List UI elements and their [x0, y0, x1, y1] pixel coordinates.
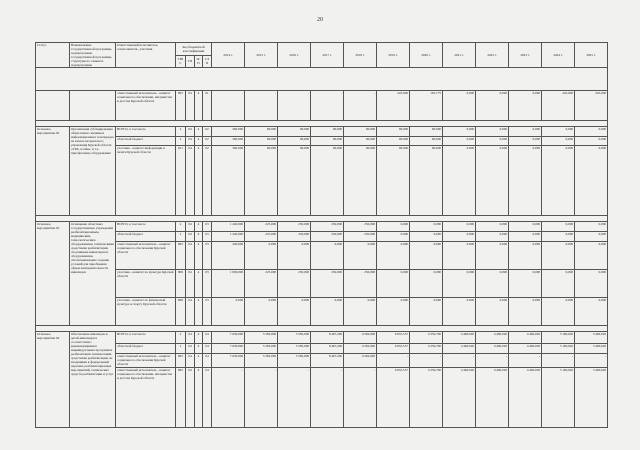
executor-cell: областной бюджет: [116, 344, 176, 354]
value-cell: 0,000: [542, 298, 575, 326]
value-cell: 4 350,700: [410, 332, 443, 344]
table-row: [36, 91, 608, 121]
code-cell: 04: [186, 222, 195, 232]
table-row: [36, 127, 608, 137]
name-cell: Организация субсидирования общественно значимых информационных телепередач на канале ветеранского управления Курской области «ТРК «Сейм», и т.ч. приобретение оборудования: [70, 127, 116, 216]
code-cell: 03: [203, 222, 212, 232]
executor-cell: ВСЕГО, в том числе: [116, 127, 176, 137]
header-year: 2016 г.: [278, 43, 311, 68]
header-year: 2022 г.: [476, 43, 509, 68]
header-status: Статус: [36, 43, 70, 68]
header-code: ГП: [186, 55, 195, 68]
value-cell: 0,000: [476, 298, 509, 326]
code-cell: 809: [176, 298, 186, 326]
value-cell: 7 630,000: [212, 332, 245, 344]
value-cell: 5 460,026: [575, 344, 608, 354]
value-cell: 5 160,026: [542, 368, 575, 428]
value-cell: 90,000: [344, 146, 377, 216]
value-cell: 0,000: [443, 270, 476, 298]
value-cell: 0,000: [278, 242, 311, 270]
table-row: [36, 344, 608, 354]
executor-cell: ответственный исполнитель - комитет социального обеспечения, материнства и детства Курской области: [116, 91, 176, 121]
table-row: [36, 270, 608, 298]
value-cell: -: [278, 91, 311, 121]
value-cell: 4 582,000: [344, 354, 377, 368]
header-name: Наименование государственной программы, подпрограммы государственной программы, структурного элемента подпрограммы: [70, 43, 116, 68]
value-cell: 5 582,000: [278, 354, 311, 368]
code-cell: 04: [186, 298, 195, 326]
value-cell: 4 460,026: [443, 344, 476, 354]
value-cell: 0,000: [443, 146, 476, 216]
code-cell: 03: [203, 242, 212, 270]
code-cell: 04: [186, 242, 195, 270]
value-cell: 4 460,026: [476, 368, 509, 428]
code-cell: 4: [195, 127, 203, 137]
value-cell: 0,000: [476, 146, 509, 216]
value-cell: 5 160,026: [542, 344, 575, 354]
value-cell: 4 460,026: [443, 368, 476, 428]
table-row: [36, 368, 608, 428]
value-cell: 0,000: [410, 222, 443, 232]
code-cell: 04: [186, 232, 195, 242]
value-cell: 0,000: [443, 91, 476, 121]
value-cell: 0,000: [245, 298, 278, 326]
executor-cell: областной бюджет: [116, 232, 176, 242]
value-cell: -: [311, 91, 344, 121]
value-cell: 240,000: [212, 242, 245, 270]
value-cell: 1 000,000: [212, 270, 245, 298]
header-year: 2023 г.: [509, 43, 542, 68]
table-row: [36, 332, 608, 344]
value-cell: 0,000: [575, 270, 608, 298]
value-cell: 0,000: [575, 222, 608, 232]
value-cell: 90,000: [410, 137, 443, 146]
status-cell: [36, 91, 70, 121]
value-cell: 8 467,200: [311, 344, 344, 354]
value-cell: 4 460,026: [509, 368, 542, 428]
value-cell: 360,000: [212, 137, 245, 146]
table-row: [36, 242, 608, 270]
value-cell: 250,000: [278, 232, 311, 242]
value-cell: 5 160,026: [542, 332, 575, 344]
code-cell: 806: [176, 270, 186, 298]
value-cell: -: [245, 91, 278, 121]
header-code: ГРБС: [176, 55, 186, 68]
header-year: 2015 г.: [245, 43, 278, 68]
value-cell: 250,000: [344, 270, 377, 298]
value-cell: -: [575, 354, 608, 368]
executor-cell: участник - комитет по физической культуре и спорту Курской области: [116, 298, 176, 326]
value-cell: 90,000: [410, 127, 443, 137]
code-cell: 04: [186, 344, 195, 354]
financing-table: [35, 42, 608, 428]
value-cell: 90,000: [344, 127, 377, 137]
value-cell: 250,000: [311, 232, 344, 242]
value-cell: 0,000: [542, 222, 575, 232]
value-cell: 4 460,026: [476, 332, 509, 344]
value-cell: 0,000: [476, 137, 509, 146]
code-cell: 4: [195, 298, 203, 326]
value-cell: 90,000: [377, 146, 410, 216]
header-year: 2018 г.: [344, 43, 377, 68]
value-cell: 0,000: [509, 270, 542, 298]
code-cell: 04: [186, 270, 195, 298]
value-cell: 360,000: [212, 127, 245, 137]
code-cell: 4: [195, 91, 203, 121]
value-cell: 90,000: [278, 146, 311, 216]
value-cell: 90,000: [278, 127, 311, 137]
code-cell: 04: [186, 137, 195, 146]
value-cell: 90,000: [311, 127, 344, 137]
value-cell: 0,000: [575, 232, 608, 242]
value-cell: 0,000: [410, 232, 443, 242]
code-cell: 04: [203, 332, 212, 344]
value-cell: 0,000: [542, 242, 575, 270]
value-cell: 245,000: [575, 91, 608, 121]
value-cell: 0,000: [542, 232, 575, 242]
value-cell: -: [410, 354, 443, 368]
value-cell: 5 582,000: [278, 332, 311, 344]
value-cell: 0,000: [476, 270, 509, 298]
value-cell: 0,000: [575, 298, 608, 326]
value-cell: 0,000: [509, 91, 542, 121]
executor-cell: ВСЕГО, в том числе: [116, 332, 176, 344]
executor-cell: ответственный исполнитель - комитет социального обеспечения, материнства и детства Курской области: [116, 368, 176, 428]
value-cell: 225,000: [245, 232, 278, 242]
value-cell: 0,000: [410, 242, 443, 270]
value-cell: 4 582,000: [344, 332, 377, 344]
code-cell: 4: [195, 270, 203, 298]
code-cell: х: [176, 222, 186, 232]
header-year: 2020 г.: [410, 43, 443, 68]
value-cell: 0,000: [344, 298, 377, 326]
value-cell: 0,000: [542, 127, 575, 137]
code-cell: х: [176, 332, 186, 344]
value-cell: 8 467,200: [311, 354, 344, 368]
value-cell: 0,000: [509, 137, 542, 146]
value-cell: 90,000: [377, 137, 410, 146]
value-cell: 0,000: [509, 146, 542, 216]
code-cell: 4: [195, 137, 203, 146]
code-cell: 04: [203, 344, 212, 354]
value-cell: 4 582,000: [344, 344, 377, 354]
code-cell: 04: [186, 354, 195, 368]
executor-cell: участник - комитет по культуре Курской области: [116, 270, 176, 298]
header-year: 2017 г.: [311, 43, 344, 68]
value-cell: 0,000: [509, 222, 542, 232]
value-cell: 90,000: [377, 127, 410, 137]
executor-cell: ВСЕГО, в том числе: [116, 222, 176, 232]
value-cell: 165,775: [410, 91, 443, 121]
value-cell: 1 240,000: [212, 232, 245, 242]
value-cell: 5 582,000: [245, 332, 278, 344]
value-cell: 90,000: [245, 146, 278, 216]
code-cell: 04: [186, 127, 195, 137]
value-cell: -: [377, 354, 410, 368]
value-cell: 5 582,000: [245, 344, 278, 354]
header-year: 2021 г.: [443, 43, 476, 68]
header-executor: Ответственный исполнитель, соисполнитель, участник: [116, 43, 176, 68]
value-cell: 0,000: [575, 242, 608, 270]
value-cell: 0,000: [278, 298, 311, 326]
value-cell: 245,000: [542, 91, 575, 121]
header-code: пГП: [195, 55, 203, 68]
code-cell: 02: [203, 137, 212, 146]
header-budget-code: Код бюджетной классификации: [176, 43, 212, 56]
value-cell: 0,000: [542, 137, 575, 146]
value-cell: 0,000: [245, 242, 278, 270]
value-cell: 5 460,026: [575, 332, 608, 344]
value-cell: 4 460,026: [476, 344, 509, 354]
value-cell: 0,000: [377, 222, 410, 232]
value-cell: 5 460,026: [575, 368, 608, 428]
code-cell: 805: [176, 91, 186, 121]
value-cell: 0,000: [575, 127, 608, 137]
value-cell: -: [509, 354, 542, 368]
code-cell: 04: [186, 368, 195, 428]
value-cell: 0,000: [542, 270, 575, 298]
value-cell: -: [443, 354, 476, 368]
value-cell: 6 955,557: [377, 368, 410, 428]
value-cell: 5 582,000: [245, 354, 278, 368]
table-row: [36, 354, 608, 368]
name-cell: Оснащение областных государственных учреждений реабилитационным, медицинским, технологическим оборудованием, техническими средствами реабилитации, спортивным инвентарем и оборудованием, обеспечивающим создание условий для приобщения сферы жизнедеятельности инвалидов: [70, 222, 116, 326]
value-cell: 0,000: [344, 242, 377, 270]
value-cell: 0,000: [542, 146, 575, 216]
value-cell: -: [212, 368, 245, 428]
value-cell: 90,000: [344, 137, 377, 146]
value-cell: 250,000: [344, 232, 377, 242]
value-cell: 0,000: [509, 298, 542, 326]
name-cell: Обеспечение инвалидов и детей-инвалидов в соответствии с рекомендациями в индивидуальных программах реабилитации техническими средствами реабилитации, не входящими в федеральный перечень реабилитационных мероприятий, технических средств реабилитации и услуг: [70, 332, 116, 428]
code-cell: 01: [203, 91, 212, 121]
value-cell: 0,000: [443, 137, 476, 146]
value-cell: 0,000: [377, 298, 410, 326]
status-cell: Основное мероприятие 02: [36, 127, 70, 216]
table-body: [36, 68, 608, 428]
code-cell: 03: [203, 270, 212, 298]
value-cell: 0,000: [311, 242, 344, 270]
value-cell: 0,000: [476, 91, 509, 121]
code-cell: 805: [176, 354, 186, 368]
code-cell: 4: [195, 344, 203, 354]
code-cell: 4: [195, 146, 203, 216]
code-cell: 04: [186, 332, 195, 344]
value-cell: 0,000: [443, 242, 476, 270]
page-number: 20: [317, 17, 323, 23]
value-cell: 0,000: [443, 127, 476, 137]
code-cell: 02: [203, 127, 212, 137]
value-cell: 245,000: [377, 91, 410, 121]
code-cell: х: [176, 344, 186, 354]
value-cell: 6 955,557: [377, 344, 410, 354]
header-year: 2024 г.: [542, 43, 575, 68]
value-cell: 250,000: [278, 222, 311, 232]
value-cell: 4 460,026: [509, 344, 542, 354]
value-cell: 90,000: [278, 137, 311, 146]
executor-cell: ответственный исполнитель - комитет социального обеспечения Курской области: [116, 354, 176, 368]
value-cell: 7 630,000: [212, 354, 245, 368]
value-cell: 90,000: [311, 137, 344, 146]
header-code: СЭП: [203, 55, 212, 68]
value-cell: 8 467,200: [311, 332, 344, 344]
value-cell: 0,000: [311, 298, 344, 326]
table-row: [36, 137, 608, 146]
header-year: 2019 г.: [377, 43, 410, 68]
code-cell: 4: [195, 222, 203, 232]
value-cell: 0,000: [575, 137, 608, 146]
value-cell: 0,000: [575, 146, 608, 216]
value-cell: -: [212, 91, 245, 121]
value-cell: 0,000: [476, 127, 509, 137]
status-cell: Основное мероприятие 03: [36, 222, 70, 326]
value-cell: 360,000: [212, 146, 245, 216]
table-row: [36, 146, 608, 216]
value-cell: 0,000: [476, 242, 509, 270]
value-cell: 0,000: [377, 242, 410, 270]
value-cell: 0,000: [509, 127, 542, 137]
value-cell: 250,000: [344, 222, 377, 232]
code-cell: 811: [176, 146, 186, 216]
code-cell: х: [176, 127, 186, 137]
table-header: [36, 43, 608, 68]
value-cell: 5 582,000: [278, 344, 311, 354]
value-cell: -: [542, 354, 575, 368]
code-cell: 4: [195, 354, 203, 368]
value-cell: 250,000: [311, 270, 344, 298]
value-cell: 250,000: [311, 222, 344, 232]
value-cell: 0,000: [377, 270, 410, 298]
value-cell: 90,000: [245, 137, 278, 146]
value-cell: 0,000: [443, 232, 476, 242]
code-cell: 03: [203, 298, 212, 326]
table-row: [36, 222, 608, 232]
value-cell: 90,000: [245, 127, 278, 137]
executor-cell: ответственный исполнитель - комитет социального обеспечения Курской области: [116, 242, 176, 270]
value-cell: 0,000: [476, 222, 509, 232]
code-cell: 805: [176, 368, 186, 428]
value-cell: -: [476, 354, 509, 368]
code-cell: 04: [186, 91, 195, 121]
value-cell: 0,000: [443, 298, 476, 326]
value-cell: 225,000: [245, 222, 278, 232]
value-cell: -: [278, 368, 311, 428]
code-cell: 4: [195, 232, 203, 242]
value-cell: -: [245, 368, 278, 428]
value-cell: 90,000: [410, 146, 443, 216]
header-year: 2014 г.: [212, 43, 245, 68]
value-cell: 4 350,700: [410, 344, 443, 354]
value-cell: 0,000: [509, 242, 542, 270]
status-cell: Основное мероприятие 04: [36, 332, 70, 428]
value-cell: 4 460,026: [443, 332, 476, 344]
value-cell: 6 955,557: [377, 332, 410, 344]
value-cell: 0,000: [509, 232, 542, 242]
code-cell: 04: [203, 368, 212, 428]
blank-row: [36, 68, 608, 91]
code-cell: 03: [203, 232, 212, 242]
value-cell: 0,000: [212, 298, 245, 326]
value-cell: 4 350,700: [410, 368, 443, 428]
value-cell: 90,000: [311, 146, 344, 216]
code-cell: 4: [195, 242, 203, 270]
value-cell: -: [344, 368, 377, 428]
value-cell: 250,000: [278, 270, 311, 298]
value-cell: -: [311, 368, 344, 428]
value-cell: 4 460,026: [509, 332, 542, 344]
header-year: 2025 г.: [575, 43, 608, 68]
value-cell: 0,000: [377, 232, 410, 242]
value-cell: 1 240,000: [212, 222, 245, 232]
executor-cell: участник - комитет информации и печати Курской области: [116, 146, 176, 216]
value-cell: 0,000: [410, 298, 443, 326]
code-cell: 04: [203, 354, 212, 368]
executor-cell: областной бюджет: [116, 137, 176, 146]
code-cell: 4: [195, 368, 203, 428]
value-cell: 0,000: [443, 222, 476, 232]
code-cell: 02: [203, 146, 212, 216]
table-row: [36, 232, 608, 242]
code-cell: х: [176, 232, 186, 242]
code-cell: 4: [195, 332, 203, 344]
value-cell: 7 630,000: [212, 344, 245, 354]
code-cell: 805: [176, 242, 186, 270]
value-cell: 0,000: [476, 232, 509, 242]
table-row: [36, 298, 608, 326]
value-cell: 225,000: [245, 270, 278, 298]
code-cell: х: [176, 137, 186, 146]
value-cell: 0,000: [410, 270, 443, 298]
code-cell: 04: [186, 146, 195, 216]
value-cell: -: [344, 91, 377, 121]
name-cell: [70, 91, 116, 121]
